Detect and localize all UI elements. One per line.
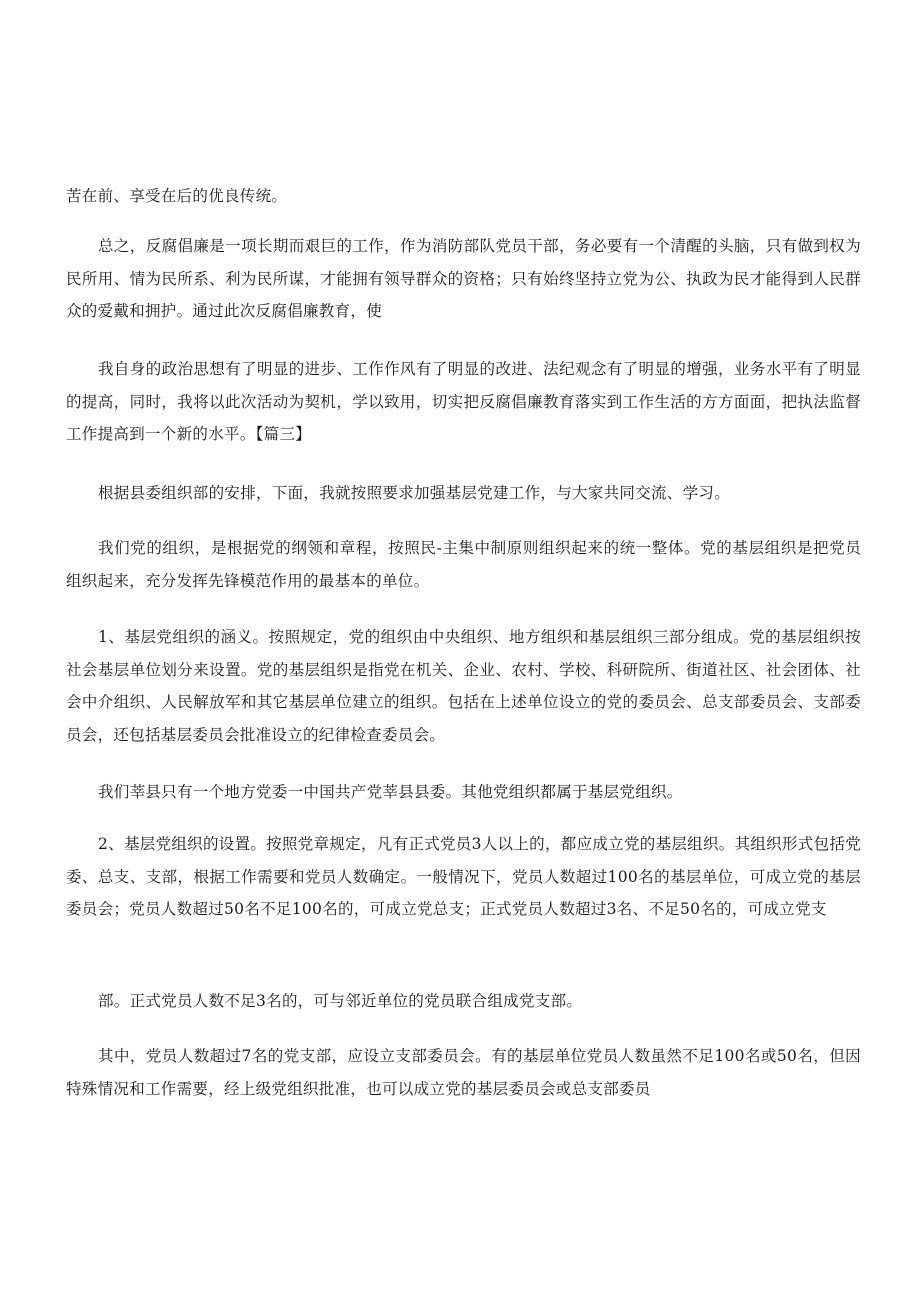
paragraph: 其中，党员人数超过7名的党支部，应设立支部委员会。有的基层单位党员人数虽然不足100名或50名，但因特殊情况和工作需要，经上级党组织批准，也可以成立党的基层委员会或总支部委员 [66, 1047, 861, 1098]
paragraph: 我们莘县只有一个地方党委一中国共产党莘县县委。其他党组织都属于基层党组织。 [98, 783, 683, 801]
paragraph: 部。正式党员人数不足3名的，可与邻近单位的党员联合组成党支部。 [98, 992, 583, 1010]
paragraph: 我们党的组织，是根据党的纲领和章程，按照民-主集中制原则组织起来的统一整体。党的基层组织是把党员组织起来，充分发挥先锋模范作用的最基本的单位。 [66, 539, 861, 590]
paragraph: 总之，反腐倡廉是一项长期而艰巨的工作，作为消防部队党员干部，务必要有一个清醒的头脑，只有做到权为民所用、情为民所系、利为民所谋，才能拥有领导群众的资格；只有始终坚持立党为公、执政为民才能得到人民群众的爱戴和拥护。通过此次反腐倡廉教育，使 [66, 237, 861, 320]
paragraph: 我自身的政治思想有了明显的进步、工作作风有了明显的改进、法纪观念有了明显的增强，业务水平有了明显的提高，同时，我将以此次活动为契机，学以致用，切实把反腐倡廉教育落实到工作生活的方方面面，把执法监督工作提高到一个新的水平。【篇三】 [66, 360, 861, 443]
paragraph: 苦在前、享受在后的优良传统。 [66, 187, 288, 205]
paragraph: 根据县委组织部的安排，下面，我就按照要求加强基层党建工作，与大家共同交流、学习。 [98, 484, 731, 502]
paragraph: 2、基层党组织的设置。按照党章规定，凡有正式党员3人以上的，都应成立党的基层组织。其组织形式包括党委、总支、支部，根据工作需要和党员人数确定。一般情况下，党员人数超过100名的基层单位，可成立党的基层委员会；党员人数超过50名不足100名的，可成立党总支；正式党员人数超过3名、不足50名的，可成立党支 [66, 835, 861, 918]
paragraph: 1、基层党组织的涵义。按照规定，党的组织由中央组织、地方组织和基层组织三部分组成。党的基层组织按社会基层单位划分来设置。党的基层组织是指党在机关、企业、农村、学校、科研院所、街道社区、社会团体、社会中介组织、人民解放军和其它基层单位建立的组织。包括在上述单位设立的党的委员会、总支部委员会、支部委员会，还包括基层委员会批准设立的纪律检查委员会。 [66, 628, 861, 744]
